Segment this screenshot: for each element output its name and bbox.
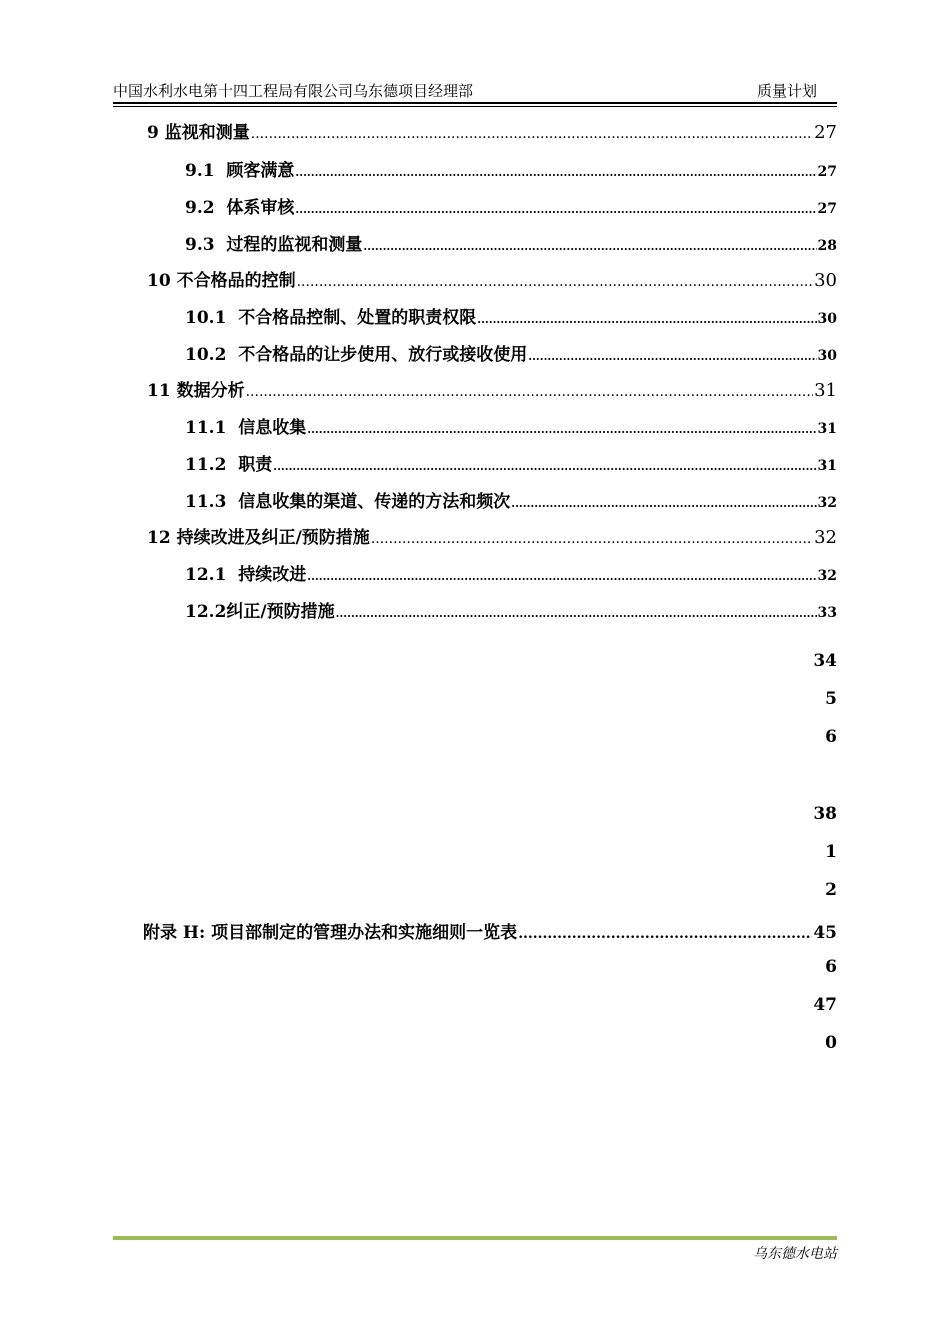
toc-page-number: 28 bbox=[817, 238, 837, 254]
toc-entry-label: 11.2 职责 bbox=[185, 455, 273, 475]
toc-page-number: 30 bbox=[817, 348, 837, 364]
toc-leader bbox=[511, 497, 816, 510]
header-company: 中国水利水电第十四工程局有限公司乌东德项目经理部 bbox=[113, 82, 474, 100]
toc-entry[interactable] bbox=[147, 118, 837, 143]
toc-entry-label: 9.3 过程的监视和测量 bbox=[185, 235, 363, 255]
toc-entry[interactable] bbox=[185, 487, 837, 512]
orphan-page-number: 6 bbox=[825, 957, 837, 977]
toc-leader bbox=[307, 570, 816, 583]
orphan-page-number: 5 bbox=[825, 689, 837, 709]
toc-leader bbox=[297, 274, 814, 290]
orphan-page-number: 2 bbox=[825, 880, 837, 900]
toc-leader bbox=[528, 350, 816, 363]
toc-entry-label: 10.2 不合格品的让步使用、放行或接收使用 bbox=[185, 345, 528, 365]
toc-leader bbox=[477, 313, 816, 326]
toc-page-number: 30 bbox=[817, 311, 837, 327]
toc-entry-label: 9 监视和测量 bbox=[147, 123, 250, 143]
orphan-page-number: 6 bbox=[825, 727, 837, 747]
orphan-page-number: 34 bbox=[813, 651, 837, 671]
toc-entry[interactable] bbox=[147, 523, 837, 548]
page-header bbox=[113, 78, 837, 102]
toc-page-number: 32 bbox=[817, 495, 837, 511]
toc-entry-label: 11.1 信息收集 bbox=[185, 418, 307, 438]
toc-entry[interactable] bbox=[147, 266, 837, 291]
toc-page-number: 27 bbox=[814, 122, 837, 143]
toc-leader bbox=[336, 607, 817, 620]
toc-page-number: 27 bbox=[817, 201, 837, 217]
toc-entry-label: 12 持续改进及纠正/预防措施 bbox=[147, 528, 370, 548]
toc-entry[interactable] bbox=[185, 450, 837, 475]
toc-entry-label: 12.1 持续改进 bbox=[185, 565, 307, 585]
toc-entry[interactable] bbox=[185, 156, 837, 181]
toc-page-number: 32 bbox=[817, 568, 837, 584]
toc-page-number: 45 bbox=[813, 923, 837, 943]
toc-page-number: 31 bbox=[817, 458, 837, 474]
toc-leader bbox=[246, 384, 814, 400]
header-rule-thin bbox=[113, 106, 837, 107]
toc-leader bbox=[307, 423, 816, 436]
toc-entry[interactable] bbox=[185, 340, 837, 365]
toc-entry-label: 11 数据分析 bbox=[147, 381, 245, 401]
toc-leader bbox=[295, 203, 816, 216]
toc-leader bbox=[371, 531, 813, 547]
toc-page-number: 30 bbox=[814, 270, 837, 291]
toc-entry[interactable] bbox=[185, 230, 837, 255]
toc-page-number: 27 bbox=[817, 164, 837, 180]
header-doc-title: 质量计划 bbox=[756, 82, 817, 100]
footer-rule bbox=[113, 1236, 837, 1240]
toc-entry[interactable] bbox=[185, 303, 837, 328]
toc-leader bbox=[251, 126, 813, 142]
toc-leader bbox=[295, 166, 816, 179]
toc-page-number: 32 bbox=[814, 527, 837, 548]
toc-entry-label: 12.2纠正/预防措施 bbox=[185, 602, 335, 622]
toc-page-number: 33 bbox=[817, 605, 837, 621]
toc-page-number: 31 bbox=[817, 421, 837, 437]
toc-leader bbox=[363, 240, 816, 253]
footer-project-name: 乌东德水电站 bbox=[753, 1246, 837, 1262]
orphan-page-number: 1 bbox=[825, 842, 837, 862]
toc-entry-label: 10 不合格品的控制 bbox=[147, 271, 296, 291]
toc-entry-label: 9.1 顾客满意 bbox=[185, 161, 295, 181]
toc-entry[interactable] bbox=[185, 560, 837, 585]
orphan-page-number: 47 bbox=[813, 995, 837, 1015]
orphan-page-number: 0 bbox=[825, 1033, 837, 1053]
toc-entry[interactable] bbox=[185, 193, 837, 218]
toc-entry-label: 11.3 信息收集的渠道、传递的方法和频次 bbox=[185, 492, 511, 512]
toc-leader bbox=[518, 926, 812, 942]
toc-entry[interactable] bbox=[185, 413, 837, 438]
toc-entry-label: 9.2 体系审核 bbox=[185, 198, 295, 218]
toc-entry-label: 10.1 不合格品控制、处置的职责权限 bbox=[185, 308, 477, 328]
header-rule bbox=[113, 102, 837, 104]
toc-leader bbox=[273, 460, 816, 473]
toc-entry[interactable] bbox=[185, 597, 837, 622]
toc-page-number: 31 bbox=[814, 380, 837, 401]
toc-entry-label: 附录 H: 项目部制定的管理办法和实施细则一览表 bbox=[143, 923, 518, 943]
orphan-page-number: 38 bbox=[813, 804, 837, 824]
toc-entry[interactable] bbox=[147, 376, 837, 401]
toc-entry-appendix-h[interactable] bbox=[143, 918, 837, 943]
